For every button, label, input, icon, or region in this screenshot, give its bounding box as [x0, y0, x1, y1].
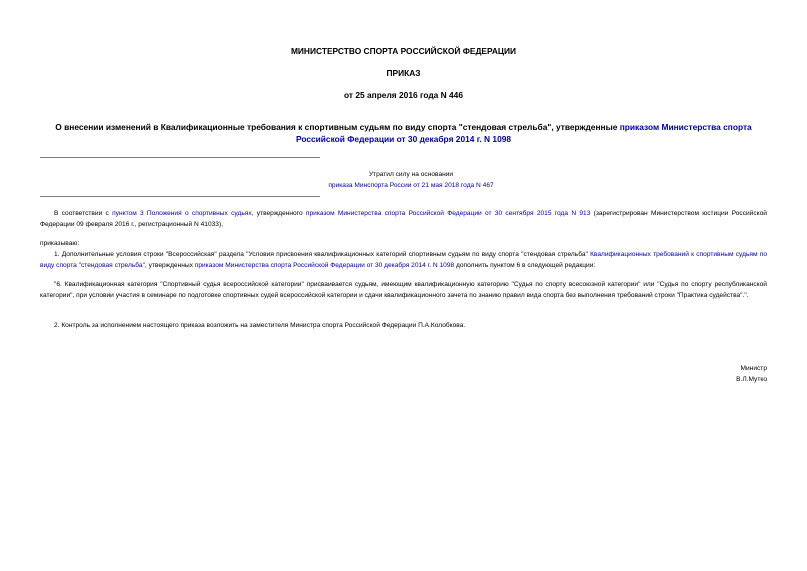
item-1-text-3: дополнить пунктом 6 в следующей редакции: — [454, 262, 596, 269]
signature-name: В.Л.Мутко — [736, 376, 767, 383]
item-1-text-1: 1. Дополнительные условия строки "Всероссийская" раздела "Условия присвоения квалификационных категорий спортивным судьям по виду спорта "стендовая стрельба" — [54, 251, 591, 258]
order-word: приказываю: — [40, 240, 80, 247]
preamble-text-3: (зарегистрирован Министерством юстиции Российской Федерации 09 февраля 2016 г., регистрационный N 41033), — [40, 210, 767, 228]
preamble-paragraph — [40, 208, 767, 230]
item-2-paragraph: 2. Контроль за исполнением настоящего приказа возложить на заместителя Министра спорта Российской Федерации П.А.Колобкова. — [54, 322, 466, 329]
bottom-divider — [40, 196, 320, 197]
preamble-link-regulation[interactable]: пунктом 3 Положения о спортивных судьях — [112, 210, 252, 217]
status-note — [300, 169, 522, 191]
preamble-text-2: , утвержденного — [251, 210, 306, 217]
top-divider — [40, 157, 320, 158]
item-1-link-order-1098[interactable]: приказом Министерства спорта Российской Федерации от 30 декабря 2014 г. N 1098 — [194, 262, 455, 269]
title-link-order-1098[interactable]: приказом Министерства спорта Российской Федерации от 30 декабря 2014 г. N 1098 — [295, 122, 752, 144]
status-note-link[interactable]: приказа Минспорта России от 21 мая 2018 года N 467 — [328, 182, 494, 189]
ministry-heading: МИНИСТЕРСТВО СПОРТА РОССИЙСКОЙ ФЕДЕРАЦИИ — [290, 46, 517, 56]
item-1-link-requirements[interactable]: Квалификационных требований к спортивным судьям по виду спорта "стендовая стрельба" — [40, 251, 767, 269]
signature-position: Министр — [740, 365, 767, 372]
signature-block — [736, 363, 767, 385]
title-text: О внесении изменений в Квалификационные требования к спортивным судьям по виду спорта "стендовая стрельба", утвержденные — [55, 122, 620, 132]
preamble-link-order-913[interactable]: приказом Министерства спорта Российской Федерации от 30 сентября 2015 года N 913 — [305, 210, 591, 217]
item-1-paragraph — [40, 249, 767, 271]
doc-type-heading: ПРИКАЗ — [386, 68, 421, 78]
document-title — [40, 121, 767, 145]
item-1-text-2: , утвержденных — [144, 262, 195, 269]
item-6-quote: "6. Квалификационная категория "Спортивный судья всероссийской категории" присваивается судьям, имеющим квалификационную категорию "Судья по спорту всесоюзной категории" или "Судья по спорту республиканской категории", при условии участия в семинаре по подготовке спортивных судей всероссийской категории и сдачи квалификационного зачета по знанию правил вида спорта без выполнения требований строки "Практика судейства".". — [40, 281, 767, 299]
preamble-text-1: В соответствии с — [54, 210, 113, 217]
status-note-text: Утратил силу на основании — [368, 171, 454, 178]
doc-date-number: от 25 апреля 2016 года N 446 — [344, 90, 463, 100]
